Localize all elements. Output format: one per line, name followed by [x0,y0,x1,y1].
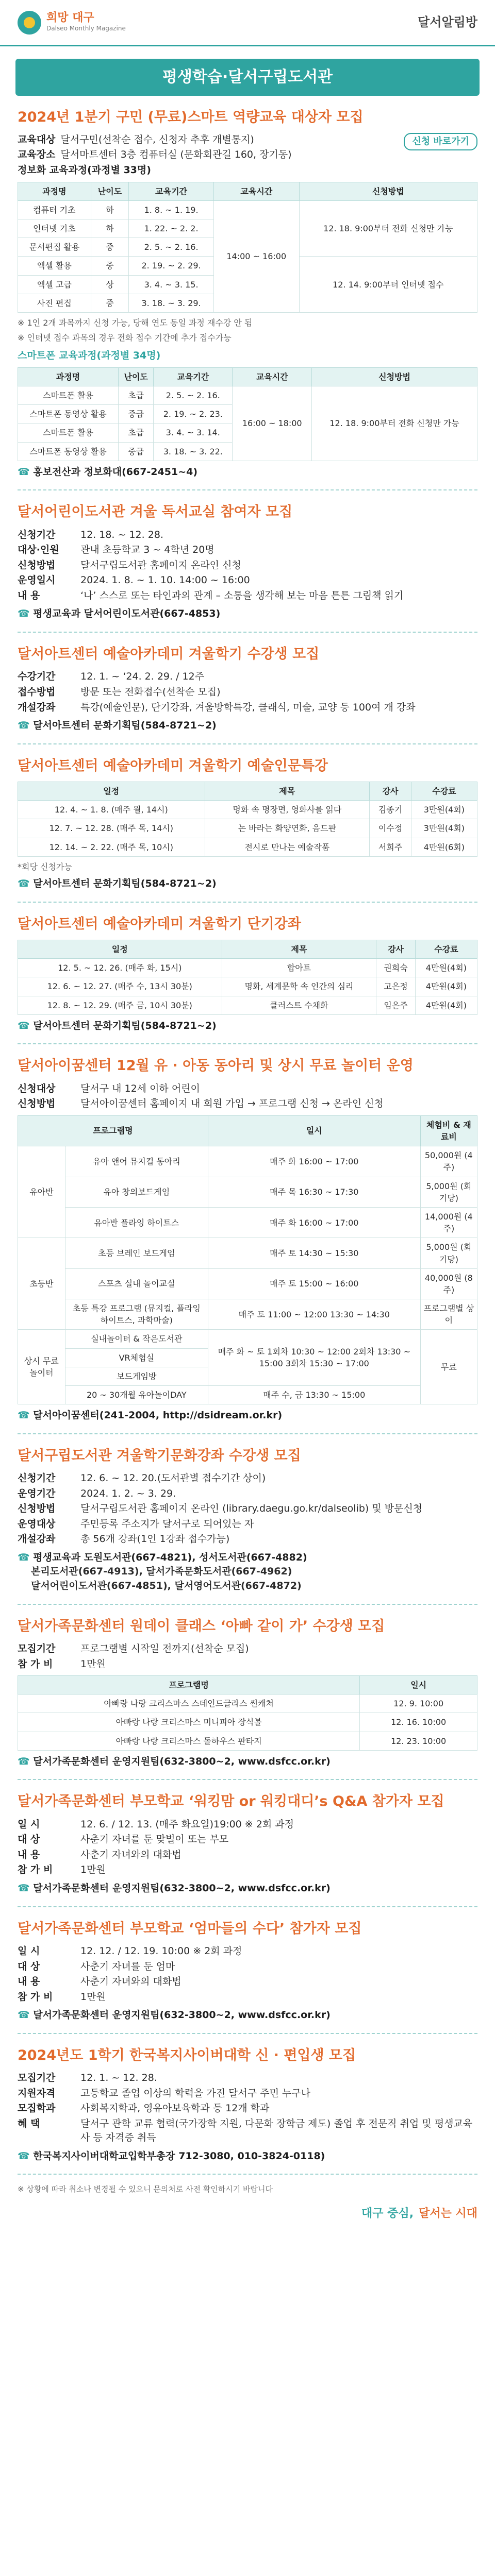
footer-city: 대구 중심, [361,2207,414,2221]
contact-phone: ☎ 달서아이꿈센터(241-2004, http://dsidream.or.kr) [18,1409,477,1423]
table-row: 12. 8. ~ 12. 29. (매주 금, 10시 30분) 클러스트 수채화 임은주 4만원(4회) [18,996,477,1014]
notice-reading-class [18,490,477,633]
table-row: 스포츠 실내 놀이교실 매주 토 15:00 ~ 16:00 40,000원 (8주) [18,1268,477,1299]
info-row: 지원자격 고등학교 졸업 이상의 학력을 가진 달서구 주민 누구나 [18,2087,311,2099]
info-row: 신청기간 12. 18. ~ 12. 28. [18,529,163,540]
notice-title: 달서아이꿈센터 12월 유 · 아동 동아리 및 상시 무료 놀이터 운영 [18,1058,414,1074]
notice-info [18,133,477,178]
note: ※ 인터넷 접수 과목의 경우 전화 접수 기간에 추가 접수가능 [18,333,232,343]
info-row: 내 용 사춘기 자녀와의 대화법 [18,1849,182,1860]
table-row: 스마트폰 활용 초급 3. 4. ~ 3. 14. [18,423,477,442]
info-row: 모집기간 프로그램별 시작일 전까지(선착순 모집) [18,1643,249,1654]
notice-title: 달서구립도서관 겨울학기문화강좌 수강생 모집 [18,1447,301,1464]
notice-art-academy [18,633,477,744]
info-row: 교육장소 달서마트센터 3층 컴퓨터실 (문화회관길 160, 장기동) [18,149,292,161]
contact-phone: ☎ 달서가족문화센터 운영지원팀(632-3800~2, www.dsfcc.or.kr) [18,2008,477,2023]
info-row: 운영기간 2024. 1. 2. ~ 3. 29. [18,1487,176,1499]
info-row: 수강기간 12. 1. ~ ‘24. 2. 29. / 12주 [18,671,205,683]
table-row: 인터넷 기초 하 1. 22. ~ 2. 2. [18,219,477,238]
category-banner: 평생학습·달서구립도서관 [15,59,480,96]
program-table: 프로그램명 일시 체험비 & 재료비 유아반 유아 앤어 뮤지컬 동아리 매주 화 16:00 ~ 17:00 50,000원 (4주) 유아 창의보드게임 매주 목 16:30 ~ 17:30 5,000원 (회기당) 유아반 플라잉 하이트스 매주 화 16:00 ~ 17:00 14,000원 (4주) 초등반 초등 브레인 보드게임 매주 토 14:30 ~ 15:30 5,000원 (회기당) 스포츠 실내 놀이교실 매주 토 15:00 ~ 16:00 40,000원 (8주) 초등 특강 프로그램 (뮤지컬, 플라잉 하이트스, 과학마술) 매주 토 11:00 ~ 12:00 13:30 ~ 14:30 프로그램별 상이 상시 무료 놀이터 실내놀이터 & 작은도서관 매주 화 ~ 토 1회차 10:30 ~ 12:00 2회차 13:30 ~ 15:00 3회차 15:30 ~ 17:00 무료 VR체험실 보드게임방 20 ~ 30개월 유아놀이DAY 매주 수, 금 13:30 ~ 15:00 [18,1115,477,1404]
table-row: 스마트폰 동영상 활용 중급 2. 19. ~ 2. 23. [18,405,477,423]
footnote: ※ 상황에 따라 취소나 변경될 수 있으니 문의처로 사전 확인하시기 바랍니다 [18,2184,273,2194]
apply-shortcut-button[interactable]: 신청 바로가기 [404,133,477,151]
table-row: 12. 14. ~ 2. 22. (매주 목, 10시) 전시로 만나는 예술작품 서희주 4만원(6회) [18,838,477,856]
notice-kids-center [18,1044,477,1434]
contact-phone: ☎ 달서아트센터 문화기획팀(584-8721~2) [18,877,477,891]
table-row: 20 ~ 30개월 유아놀이DAY 매주 수, 금 13:30 ~ 15:00 [18,1386,477,1404]
table-row: 엑셀 활용 중 2. 19. ~ 2. 29. 12. 14. 9:00부터 인터넷 접수 [18,257,477,275]
info-row: 참 가 비 1만원 [18,1658,106,1670]
lecture-table: 일정 제목 강사 수강료 12. 4. ~ 1. 8. (매주 월, 14시) 명화 속 명장면, 영화사를 읽다 김종기 3만원(4회) 12. 7. ~ 12. 28. (매주 목, 14시) 논 바라는 화양연화, 음드판 이수정 3만원(4회) 12. 14. ~ 2. 22. (매주 목, 10시) 전시로 만나는 예술작품 서희주 4만원(6회) [18,782,477,857]
contact-phone: ☎ 한국복지사이버대학교입학부총장 712-3080, 010-3824-0118) [18,2149,477,2164]
footer-brand: 달서는 시대 [419,2207,477,2221]
contact-phone-line: 달서어린이도서관(667-4851), 달서영어도서관(667-4872) [31,1580,302,1592]
info-row: 신청방법 달서구립도서관 홈페이지 온라인 신청 [18,559,241,571]
notice-library-culture [18,1434,477,1605]
table-row: 초등 특강 프로그램 (뮤지컬, 플라잉 하이트스, 과학마술) 매주 토 11:00 ~ 12:00 13:30 ~ 14:30 프로그램별 상이 [18,1299,477,1330]
contact-phone: ☎ 달서아트센터 문화기획팀(584-8721~2) [18,1019,477,1033]
table-row: 엑셀 고급 상 3. 4. ~ 3. 15. [18,275,477,294]
notice-title: 달서아트센터 예술아카데미 겨울학기 예술인문특강 [18,757,328,774]
note: ※ 1인 2개 과목까지 신청 가능, 당해 연도 동일 과정 재수강 안 됨 [18,317,253,328]
subheading: 스마트폰 교육과정(과정별 34명) [18,350,161,362]
table-row: VR체험실 [18,1348,477,1367]
section-name: 달서알림방 [418,15,477,30]
notice-title: 달서가족문화센터 원데이 클래스 ‘아빠 같이 가’ 수강생 모집 [18,1618,385,1634]
notice-oneday-class [18,1605,477,1781]
table-row: 12. 7. ~ 12. 28. (매주 목, 14시) 논 바라는 화양연화, 음드판 이수정 3만원(4회) [18,819,477,838]
info-row: 대 상 사춘기 자녀를 둔 맞벌이 또는 부모 [18,1834,229,1845]
info-row: 운영일시 2024. 1. 8. ~ 1. 10. 14:00 ~ 16:00 [18,574,250,586]
info-row: 신청기간 12. 6. ~ 12. 20.(도서관별 접수기간 상이) [18,1472,266,1484]
info-row: 운영대상 주민등록 주소지가 달서구로 되어있는 자 [18,1518,254,1530]
info-row: 참 가 비 1만원 [18,1864,106,1876]
brand-name: 희망 대구 [46,11,94,24]
contact-phone: ☎ 달서아트센터 문화기획팀(584-8721~2) [18,719,477,733]
notice-humanities-lecture [18,744,477,903]
notice-title: 2024년 1분기 구민 (무료)스마트 역량교육 대상자 모집 [18,109,364,125]
contact-phone: ☎ 홍보전산과 정보화대(667-2451~4) [18,465,477,480]
info-row: 참 가 비 1만원 [18,1991,106,2003]
masthead [0,0,495,46]
table-row: 아빠랑 나랑 크리스마스 돌하우스 판타지 12. 23. 10:00 [18,1732,477,1750]
table-row: 상시 무료 놀이터 실내놀이터 & 작은도서관 매주 화 ~ 토 1회차 10:30 ~ 12:00 2회차 13:30 ~ 15:00 3회차 15:30 ~ 17:00 무료 [18,1330,477,1348]
info-row: 대 상 사춘기 자녀를 둔 엄마 [18,1960,175,1972]
notice-smart-education [18,96,477,491]
content [0,96,495,2175]
table-row: 아빠랑 나랑 크리스마스 스테인드글라스 썬캐쳐 12. 9. 10:00 [18,1694,477,1713]
table-row: 문서편집 활용 중 2. 5. ~ 2. 16. [18,238,477,257]
table-row: 아빠랑 나랑 크리스마스 미니피아 장식볼 12. 16. 10:00 [18,1713,477,1732]
table-row: 초등반 초등 브레인 보드게임 매주 토 14:30 ~ 15:30 5,000원 (회기당) [18,1238,477,1268]
notice-title: 달서어린이도서관 겨울 독서교실 참여자 모집 [18,504,293,520]
table-row: 컴퓨터 기초 하 1. 8. ~ 1. 19. 14:00 ~ 16:00 12. 18. 9:00부터 전화 신청만 가능 [18,200,477,219]
contact-phone: ☎ 평생교육과 도원도서관(667-4821), 성서도서관(667-4882) [18,1551,477,1565]
contact-phone: ☎ 달서가족문화센터 운영지원팀(632-3800~2, www.dsfcc.or.kr) [18,1755,477,1769]
info-row: 정보화 교육과정(과정별 33명) [18,164,151,176]
table-row: 유아 창의보드게임 매주 목 16:30 ~ 17:30 5,000원 (회기당) [18,1177,477,1207]
table-row: 12. 5. ~ 12. 26. (매주 화, 15시) 합아트 권희숙 4만원(4회) [18,959,477,977]
notice-parent-school-qa [18,1780,477,1907]
table-row: 스마트폰 활용 초급 2. 5. ~ 2. 16. 16:00 ~ 18:00 12. 18. 9:00부터 전화 신청만 가능 [18,386,477,405]
info-row: 개설강좌 총 56개 강좌(1인 1강좌 접수가능) [18,1533,230,1545]
note: *회당 신청가능 [18,861,72,872]
info-row: 신청방법 달서구립도서관 홈페이지 온라인 (library.daegu.go.kr/dalseolib) 및 방문신청 [18,1503,423,1515]
info-row: 교육대상 달서구민(선착순 접수, 신청자 추후 개별통지) [18,133,254,145]
info-row: 신청방법 달서아이꿈센터 홈페이지 내 회원 가입 → 프로그램 신청 → 온라인 신청 [18,1098,384,1110]
notice-title: 달서아트센터 예술아카데미 겨울학기 단기강좌 [18,916,301,932]
info-row: 개설강좌 특강(예술인문), 단기강좌, 겨울방학특강, 클래식, 미술, 교양 등 100여 개 강좌 [18,701,416,713]
computer-course-table: 과정명 난이도 교육기간 교육시간 신청방법 컴퓨터 기초 하 1. 8. ~ 1. 19. 14:00 ~ 16:00 12. 18. 9:00부터 전화 신청만 가능 인터넷 기초 하 1. 22. ~ 2. 2. 문서편집 활용 중 2. 5. ~ 2. 16. 엑셀 활용 중 2. 19. ~ 2. 29. 12. 14. 9:00부터 인터넷 접수 엑셀 고급 상 3. 4. ~ 3. 15. 사진 편집 중 3. 18. ~ 3. 29. [18,182,477,313]
info-row: 일 시 12. 12. / 12. 19. 10:00 ※ 2회 과정 [18,1945,242,1957]
info-row: 일 시 12. 6. / 12. 13. (매주 화요일)19:00 ※ 2회 과정 [18,1818,294,1830]
info-row: 내 용 ‘나’ 스스로 또는 타인과의 관계 – 소통을 생각해 보는 마음 튼튼 그림책 읽기 [18,589,404,601]
info-row: 혜 택 달서구 관학 교류 협력(국가장학 지원, 다문화 장학금 제도) 졸업 후 전문직 취업 및 평생교육사 등 자격증 취득 [18,2117,473,2144]
table-row: 12. 6. ~ 12. 27. (매주 수, 13시 30분) 명화, 세계문학 속 인간의 심리 고은정 4만원(4회) [18,977,477,996]
table-row: 스마트폰 동영상 활용 중급 3. 18. ~ 3. 22. [18,442,477,461]
brand [18,11,126,35]
course-table: 일정 제목 강사 수강료 12. 5. ~ 12. 26. (매주 화, 15시) 합아트 권희숙 4만원(4회) 12. 6. ~ 12. 27. (매주 수, 13시 30분) 명화, 세계문학 속 인간의 심리 고은정 4만원(4회) 12. 8. ~ 12. 29. (매주 금, 10시 30분) 클러스트 수채화 임은주 4만원(4회) [18,940,477,1015]
table-row: 유아반 플라잉 하이트스 매주 화 16:00 ~ 17:00 14,000원 (4주) [18,1207,477,1238]
smartphone-course-table: 과정명 난이도 교육기간 교육시간 신청방법 스마트폰 활용 초급 2. 5. ~ 2. 16. 16:00 ~ 18:00 12. 18. 9:00부터 전화 신청만 가능 스마트폰 동영상 활용 중급 2. 19. ~ 2. 23. 스마트폰 활용 초급 3. 4. ~ 3. 14. 스마트폰 동영상 활용 중급 3. 18. ~ 3. 22. [18,367,477,461]
notice-cyber-university [18,2034,477,2175]
contact-phone: ☎ 달서가족문화센터 운영지원팀(632-3800~2, www.dsfcc.or.kr) [18,1882,477,1896]
info-row: 내 용 사춘기 자녀와의 대화법 [18,1976,182,1988]
info-row: 모집기간 12. 1. ~ 12. 28. [18,2072,157,2084]
info-row: 신청대상 달서구 내 12세 이하 어린이 [18,1082,200,1094]
table-row: 보드게임방 [18,1367,477,1385]
notice-title: 달서아트센터 예술아카데미 겨울학기 수강생 모집 [18,646,320,663]
info-row: 접수방법 방문 또는 전화접수(선착순 모집) [18,686,221,698]
info-row: 모집학과 사회복지학과, 영유아보육학과 등 12개 학과 [18,2103,270,2114]
contact-phone-line: 본리도서관(667-4913), 달서가족문화도서관(667-4962) [31,1566,292,1578]
contact-phone: ☎ 평생교육과 달서어린이도서관(667-4853) [18,607,477,621]
info-row: 대상·인원 관내 초등학교 3 ~ 4학년 20명 [18,544,214,556]
brand-subtitle: Dalseo Monthly Magazine [46,24,126,32]
footer-slogan [0,2200,495,2238]
class-table: 프로그램명 일시 아빠랑 나랑 크리스마스 스테인드글라스 썬캐쳐 12. 9. 10:00 아빠랑 나랑 크리스마스 미니피아 장식볼 12. 16. 10:00 아빠랑 나랑 크리스마스 돌하우스 판타지 12. 23. 10:00 [18,1675,477,1751]
notice-parent-school-moms [18,1907,477,2034]
logo-icon [18,11,41,35]
table-row: 12. 4. ~ 1. 8. (매주 월, 14시) 명화 속 명장면, 영화사를 읽다 김종기 3만원(4회) [18,801,477,819]
notice-short-course [18,903,477,1045]
notice-title: 2024년도 1학기 한국복지사이버대학 신 · 편입생 모집 [18,2047,356,2063]
notice-title: 달서가족문화센터 부모학교 ‘워킹맘 or 워킹대디’s Q&A 참가자 모집 [18,1793,444,1810]
notice-title: 달서가족문화센터 부모학교 ‘엄마들의 수다’ 참가자 모집 [18,1920,362,1937]
table-row: 유아반 유아 앤어 뮤지컬 동아리 매주 화 16:00 ~ 17:00 50,000원 (4주) [18,1146,477,1177]
table-row: 사진 편집 중 3. 18. ~ 3. 29. [18,294,477,312]
